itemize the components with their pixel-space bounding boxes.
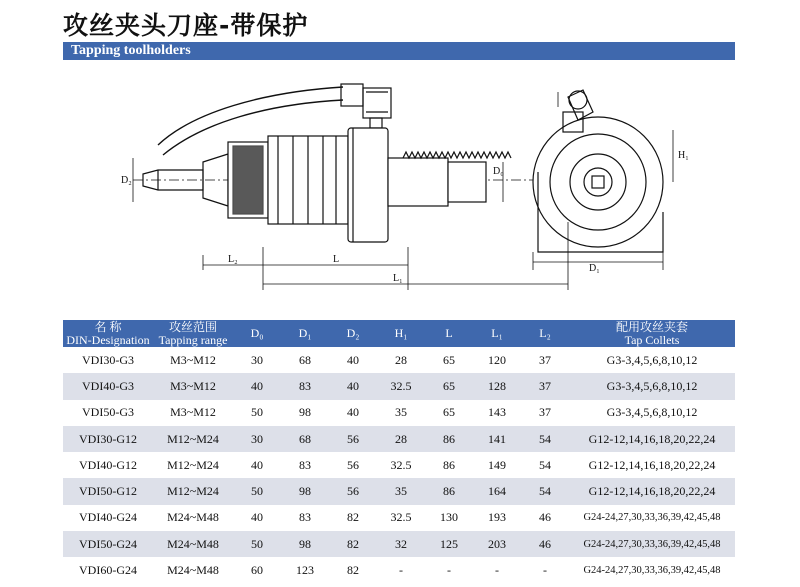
table-cell: VDI60-G24 [79, 563, 137, 578]
table-cell: 193 [488, 510, 506, 525]
table-cell: 164 [473, 478, 521, 504]
table-cell: 30 [233, 426, 281, 452]
table-cell: 56 [347, 457, 359, 472]
table-cell: M3~M12 [170, 405, 216, 420]
column-header [63, 320, 153, 347]
table-cell: 32.5 [390, 510, 412, 525]
table-cell: 86 [425, 478, 473, 504]
column-header: L [425, 320, 473, 347]
table-cell: 82 [329, 531, 377, 557]
column-header: D₀ [233, 320, 281, 347]
table-cell: 125 [425, 531, 473, 557]
table-cell: 60 [251, 563, 263, 578]
table-cell: M24~M48 [167, 563, 219, 578]
column-header-en: Tap Collets [624, 332, 680, 347]
table-cell: M3~M12 [153, 373, 233, 399]
label-l1: L₁ [393, 273, 403, 284]
table-row [63, 347, 735, 373]
table-cell: 40 [251, 457, 263, 472]
table-cell: 68 [299, 352, 311, 367]
table-cell: 130 [440, 510, 458, 525]
table-cell: VDI40-G12 [79, 457, 137, 472]
table-cell: 86 [425, 426, 473, 452]
table-cell: 37 [539, 405, 551, 420]
table-cell: 56 [329, 478, 377, 504]
table-body [63, 347, 735, 584]
serrated-shank [388, 158, 448, 206]
table-cell: G3-3,4,5,6,8,10,12 [569, 373, 735, 399]
table-cell: 141 [473, 426, 521, 452]
table-cell: G24-24,27,30,33,36,39,42,45,48 [583, 512, 721, 524]
table-cell: G12-12,14,16,18,20,22,24 [588, 457, 716, 472]
table-row [63, 531, 735, 557]
table-cell: VDI50-G24 [63, 531, 153, 557]
column-header [569, 320, 735, 347]
column-header: L₁ [473, 320, 521, 347]
table-cell: 28 [395, 352, 407, 367]
page-title: 攻丝夹头刀座-带保护 [63, 11, 309, 40]
table-row [63, 373, 735, 399]
table-cell: 30 [251, 352, 263, 367]
table-cell: G12-12,14,16,18,20,22,24 [569, 478, 735, 504]
table-cell: 54 [521, 478, 569, 504]
table-cell: 32.5 [390, 457, 412, 472]
label-d1: D₁ [589, 263, 600, 274]
column-header-cn: 名 称 [94, 319, 122, 334]
flange [348, 128, 388, 242]
table-cell: 32 [377, 531, 425, 557]
table-cell: M12~M24 [153, 426, 233, 452]
table-row [63, 557, 735, 583]
table-cell: 82 [347, 563, 359, 578]
table-cell: 40 [347, 405, 359, 420]
table-cell: 40 [251, 510, 263, 525]
table-cell: G24-24,27,30,33,36,39,42,45,48 [583, 565, 721, 577]
table-row [63, 452, 735, 478]
table-cell: VDI30-G3 [82, 352, 134, 367]
column-header-en: Tapping range [158, 332, 228, 347]
table-cell: 98 [281, 531, 329, 557]
table-cell: 65 [443, 352, 455, 367]
subtitle: Tapping toolholders [71, 43, 191, 58]
table-cell: - [543, 563, 547, 578]
table-cell: 40 [329, 373, 377, 399]
table-cell: 143 [488, 405, 506, 420]
table-cell: 54 [539, 457, 551, 472]
table-cell: 35 [377, 478, 425, 504]
table-row [63, 426, 735, 452]
table-cell: 149 [488, 457, 506, 472]
table-cell: G3-3,4,5,6,8,10,12 [606, 405, 698, 420]
specs-table [63, 320, 735, 584]
table-cell: 98 [299, 405, 311, 420]
column-header: L₂ [521, 320, 569, 347]
column-header: D₁ [281, 320, 329, 347]
label-h1: H₁ [678, 150, 689, 161]
table-cell: M12~M24 [153, 478, 233, 504]
hose-fitting [341, 84, 363, 106]
table-cell: 35 [395, 405, 407, 420]
column-header [153, 320, 233, 347]
table-cell: 65 [443, 405, 455, 420]
table-cell: VDI30-G12 [63, 426, 153, 452]
table-cell: 65 [425, 373, 473, 399]
table-cell: 32.5 [377, 373, 425, 399]
table-cell: M24~M48 [153, 531, 233, 557]
table-cell: 56 [329, 426, 377, 452]
table-cell: 37 [539, 352, 551, 367]
table-cell: G3-3,4,5,6,8,10,12 [606, 352, 698, 367]
table-cell: M3~M12 [170, 352, 216, 367]
table-cell: G12-12,14,16,18,20,22,24 [569, 426, 735, 452]
table-cell: 40 [233, 373, 281, 399]
table-cell: - [399, 563, 403, 578]
table-cell: 40 [347, 352, 359, 367]
table-row [63, 400, 735, 426]
table-cell: 68 [281, 426, 329, 452]
label-l2: L₂ [228, 254, 238, 265]
table-header-row [63, 320, 735, 347]
table-cell: 46 [521, 531, 569, 557]
table-cell: 123 [296, 563, 314, 578]
column-header-en: DIN-Designation [66, 332, 150, 347]
table-cell: 83 [281, 373, 329, 399]
table-cell: 50 [233, 531, 281, 557]
table-cell: 86 [443, 457, 455, 472]
table-cell: VDI40-G24 [79, 510, 137, 525]
end-view-outer [533, 117, 663, 247]
column-header: D₂ [329, 320, 377, 347]
table-cell: VDI50-G12 [63, 478, 153, 504]
label-d0: D₀ [493, 166, 504, 177]
column-header: H₁ [377, 320, 425, 347]
table-cell: 54 [521, 426, 569, 452]
table-cell: M12~M24 [167, 457, 219, 472]
table-row [63, 505, 735, 531]
label-d2: D₂ [121, 175, 132, 186]
subtitle-bar [63, 42, 735, 60]
table-cell: 128 [473, 373, 521, 399]
table-cell: - [495, 563, 499, 578]
table-cell: 83 [299, 510, 311, 525]
table-cell: 37 [521, 373, 569, 399]
table-cell: 98 [281, 478, 329, 504]
table-cell: G24-24,27,30,33,36,39,42,45,48 [569, 531, 735, 557]
table-cell: M24~M48 [167, 510, 219, 525]
table-cell: VDI50-G3 [82, 405, 134, 420]
column-header-cn: 攻丝范围 [168, 319, 217, 334]
technical-drawing [63, 62, 735, 312]
table-cell: 83 [299, 457, 311, 472]
table-cell: 203 [473, 531, 521, 557]
table-cell: 82 [347, 510, 359, 525]
column-header-cn: 配用攻丝夹套 [615, 319, 688, 334]
table-cell: 46 [539, 510, 551, 525]
label-l: L [333, 254, 340, 265]
table-cell: 50 [233, 478, 281, 504]
table-row [63, 478, 735, 504]
table-cell: 120 [488, 352, 506, 367]
table-cell: - [447, 563, 451, 578]
table-cell: 50 [251, 405, 263, 420]
table-cell: 28 [377, 426, 425, 452]
table-cell: VDI40-G3 [63, 373, 153, 399]
